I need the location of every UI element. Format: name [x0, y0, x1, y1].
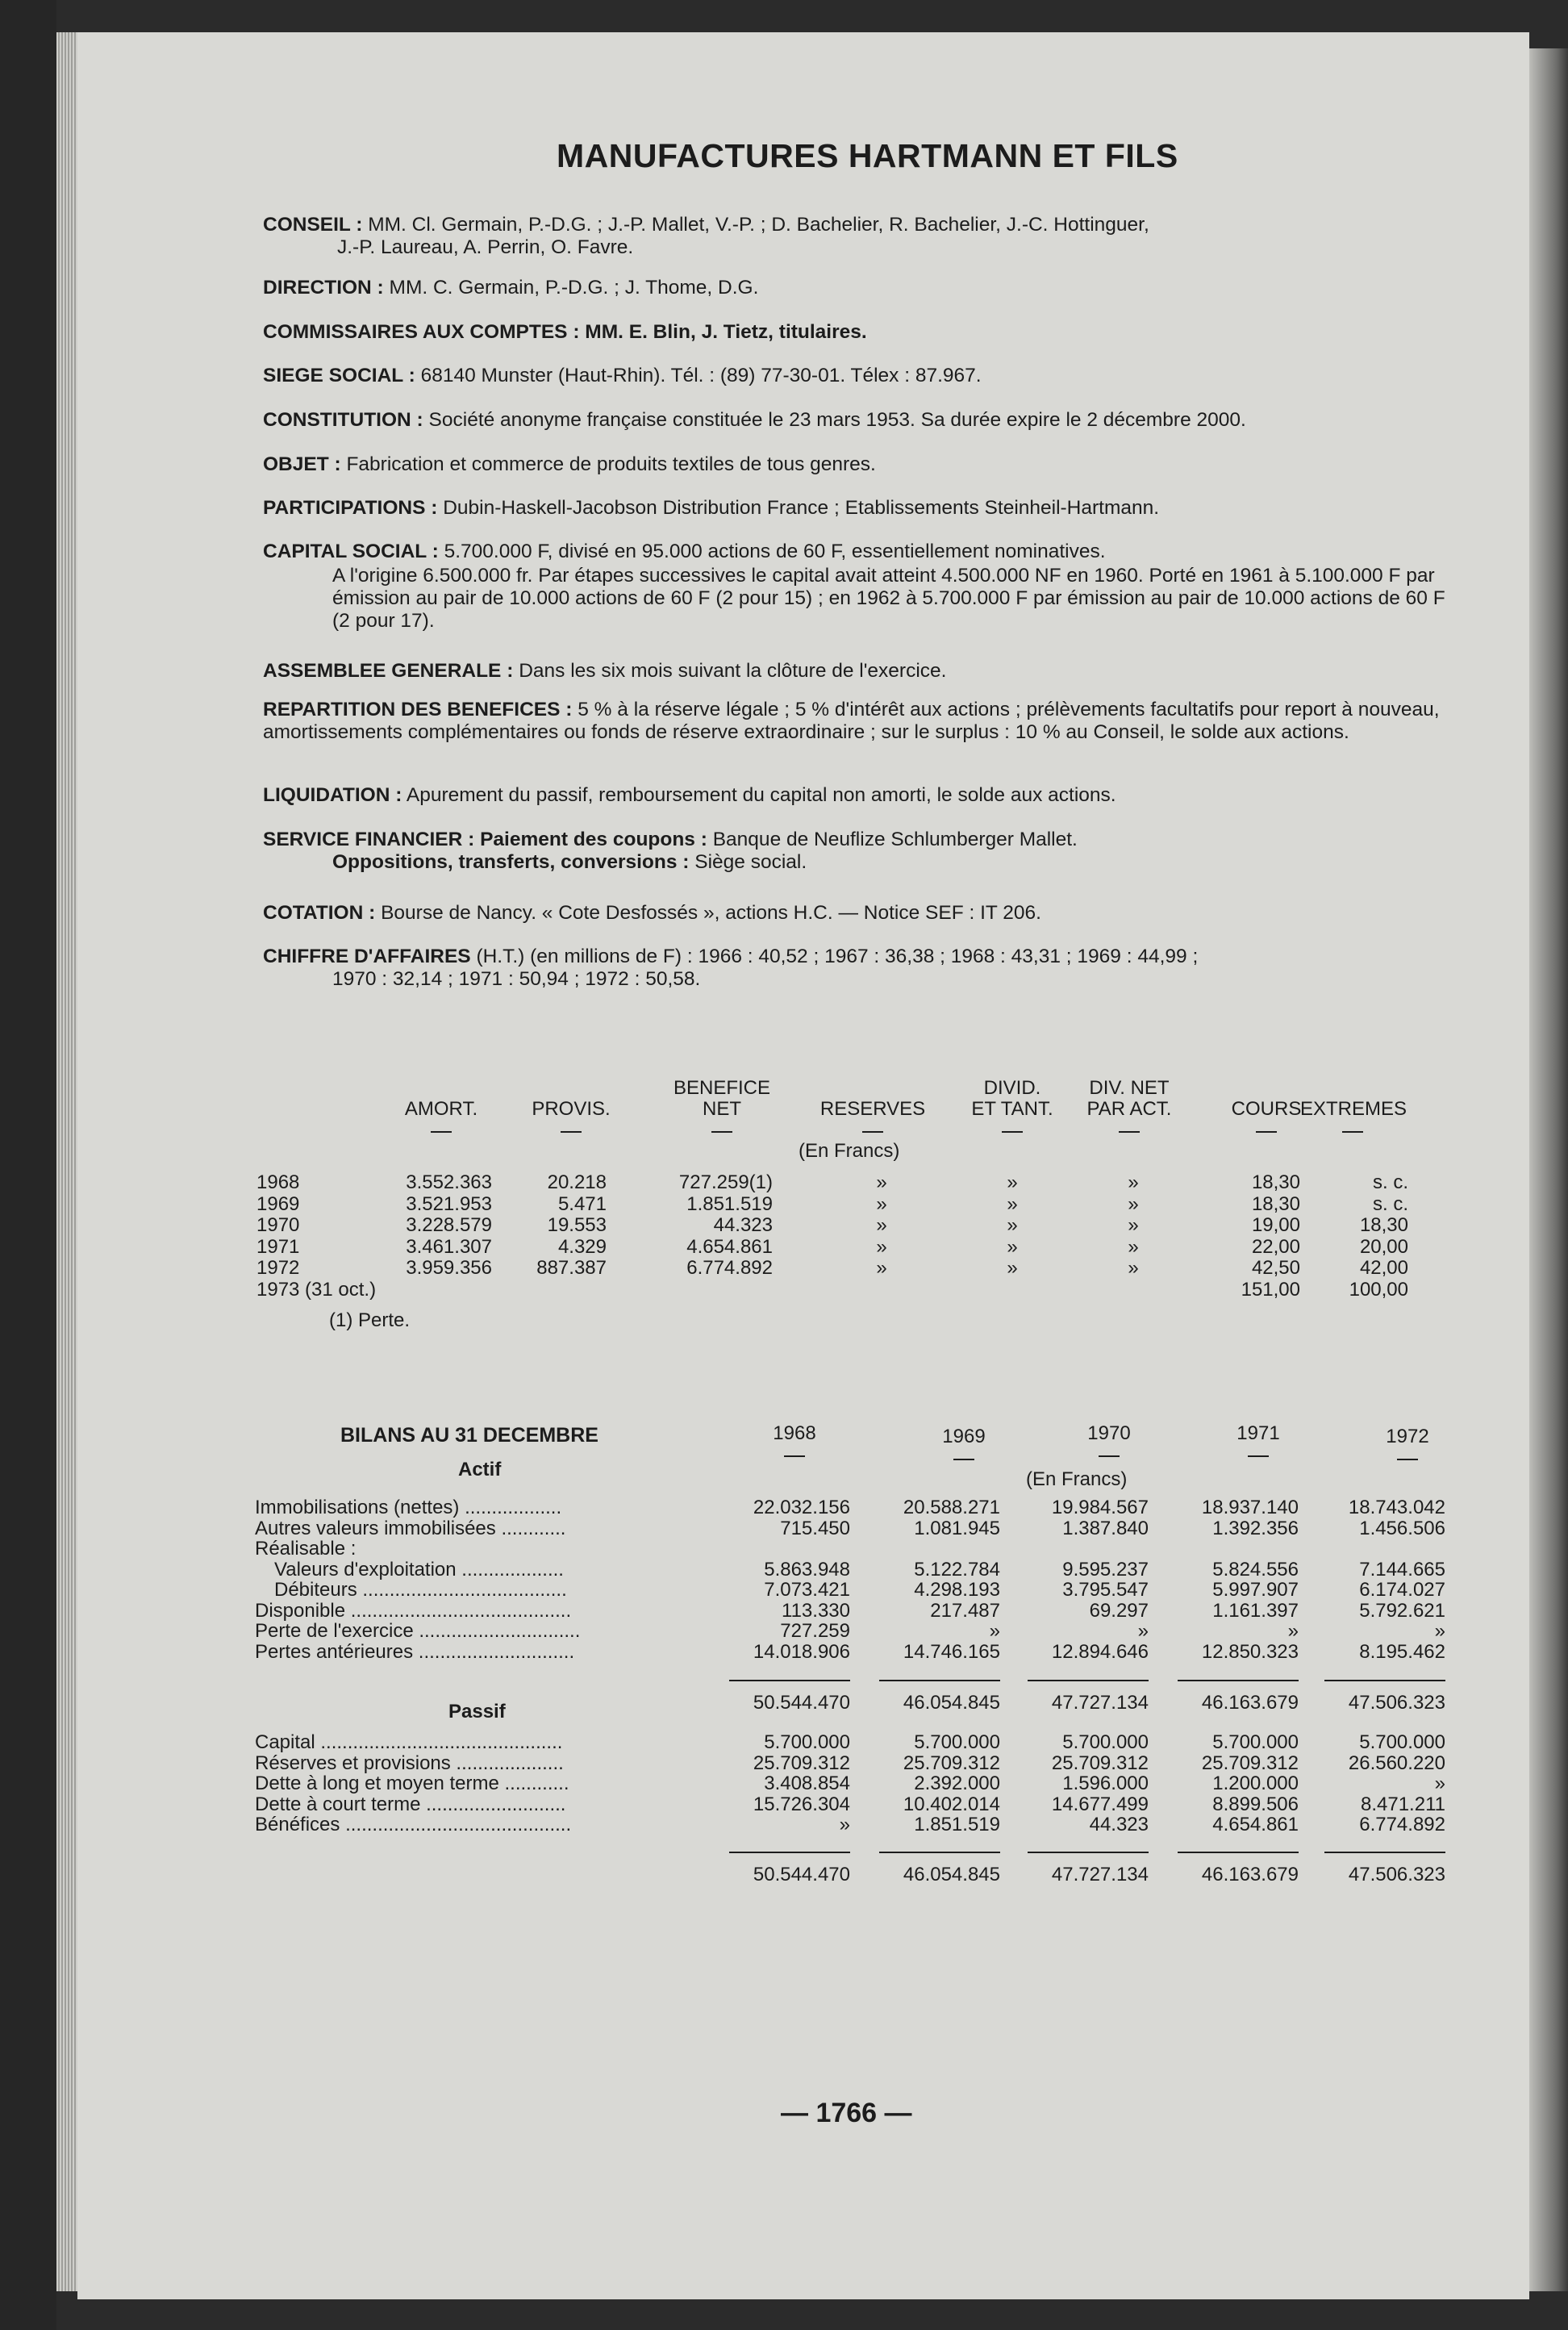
section-text-2: J.-P. Laureau, A. Perrin, O. Favre. — [337, 236, 634, 258]
section-cotation — [263, 902, 1457, 925]
results-cell-extremes: 100,00 — [1349, 1278, 1408, 1301]
results-cell-divid: » — [1007, 1192, 1018, 1215]
header-provis: PROVIS. — [523, 1099, 619, 1133]
bilans-total: 46.163.679 — [1201, 1692, 1299, 1714]
section-text-2: 1970 : 32,14 ; 1971 : 50,94 ; 1972 : 50,58. — [332, 968, 701, 990]
section-label: CONSTITUTION : — [263, 409, 423, 431]
bilans-cell: 25.709.312 — [903, 1752, 1000, 1774]
results-cell-provis: 5.471 — [557, 1192, 607, 1215]
section-text: Paiement des coupons : — [480, 829, 707, 850]
bilans-cell: 1.387.840 — [1062, 1517, 1149, 1539]
header-cours: COURS — [1226, 1099, 1307, 1133]
results-cell-year: 1969 — [256, 1192, 300, 1215]
bilans-unit: (En Francs) — [1026, 1468, 1128, 1490]
bilans-year-label: 1969 — [942, 1426, 986, 1447]
section-text: 68140 Munster (Haut-Rhin). Tél. : (89) 77-30-01. Télex : 87.967. — [420, 365, 982, 386]
bilans-year-dash — [1248, 1455, 1269, 1457]
bilans-cell: 4.654.861 — [1212, 1814, 1299, 1835]
results-cell-reserves: » — [876, 1192, 887, 1215]
bilans-year-label: 1972 — [1386, 1426, 1429, 1447]
bilans-row-label: Dette à long et moyen terme ............ — [255, 1773, 569, 1794]
results-cell-divid: » — [1007, 1214, 1018, 1236]
results-cell-reserves: » — [876, 1171, 887, 1193]
bilans-total: 47.506.323 — [1348, 1864, 1445, 1885]
results-cell-year: 1970 — [256, 1214, 300, 1236]
results-cell-amort: 3.461.307 — [406, 1235, 492, 1258]
results-cell-year: 1972 — [256, 1257, 300, 1279]
header-div-net: DIV. NET PAR ACT. — [1073, 1078, 1186, 1133]
total-rule — [729, 1680, 850, 1681]
bilans-cell: » — [839, 1814, 850, 1835]
section-text-b: Banque de Neuflize Schlumberger Mallet. — [712, 829, 1078, 850]
section-text: Dubin-Haskell-Jacobson Distribution France ; Etablissements Steinheil-Hartmann. — [443, 497, 1160, 519]
passif-label: Passif — [448, 1701, 506, 1722]
actif-label: Actif — [458, 1459, 502, 1480]
results-unit: (En Francs) — [799, 1140, 900, 1162]
bilans-year-dash — [784, 1455, 805, 1457]
facing-page-edge — [1529, 48, 1568, 2291]
bilans-cell: 4.298.193 — [914, 1579, 1000, 1601]
bilans-year — [1363, 1426, 1452, 1460]
bilans-cell: 5.700.000 — [1062, 1731, 1149, 1753]
bilans-total: 50.544.470 — [753, 1864, 850, 1885]
section-text: Bourse de Nancy. « Cote Desfossés », actions H.C. — Notice SEF : IT 206. — [381, 902, 1041, 924]
total-rule — [879, 1680, 1000, 1681]
bilans-cell: 18.937.140 — [1201, 1497, 1299, 1518]
bilans-row-label: Perte de l'exercice .............................. — [255, 1620, 581, 1642]
section-label: CAPITAL SOCIAL : — [263, 541, 439, 562]
section-chiffre-affaires — [263, 946, 1457, 991]
bilans-cell: 8.899.506 — [1212, 1793, 1299, 1815]
bilans-cell: 1.392.356 — [1212, 1517, 1299, 1539]
bilans-title: BILANS AU 31 DECEMBRE — [340, 1424, 598, 1447]
bilans-cell: 25.709.312 — [753, 1752, 850, 1774]
page-title: MANUFACTURES HARTMANN ET FILS — [557, 137, 1178, 174]
bilans-total: 46.163.679 — [1201, 1864, 1299, 1885]
results-cell-benefice: 44.323 — [713, 1214, 773, 1236]
section-text: MM. C. Germain, P.-D.G. ; J. Thome, D.G. — [389, 277, 759, 299]
bilans-cell: 5.700.000 — [1359, 1731, 1445, 1753]
bilans-row-label: Autres valeurs immobilisées ............ — [255, 1517, 566, 1539]
section-label: OBJET : — [263, 453, 341, 475]
section-label: DIRECTION : — [263, 277, 384, 299]
bilans-cell: 727.259 — [780, 1620, 850, 1642]
header-benefice-net: BENEFICE NET — [661, 1078, 782, 1133]
bilans-cell: » — [1137, 1620, 1149, 1642]
bilans-cell: 19.984.567 — [1051, 1497, 1149, 1518]
bilans-year-label: 1971 — [1236, 1422, 1280, 1444]
results-cell-provis: 20.218 — [547, 1171, 607, 1193]
results-cell-divid: » — [1007, 1235, 1018, 1258]
total-rule — [1178, 1852, 1299, 1853]
section-label: PARTICIPATIONS : — [263, 497, 438, 519]
total-rule — [729, 1852, 850, 1853]
bilans-cell: 7.073.421 — [764, 1579, 850, 1601]
results-cell-benefice: 1.851.519 — [686, 1192, 773, 1215]
bilans-cell: 1.161.397 — [1212, 1599, 1299, 1622]
results-cell-cours: 42,50 — [1251, 1257, 1300, 1279]
results-cell-cours: 18,30 — [1251, 1171, 1300, 1193]
bilans-cell: 14.018.906 — [753, 1640, 850, 1663]
bilans-row-label: Réserves et provisions .................... — [255, 1752, 564, 1774]
section-label: CONSEIL : — [263, 214, 363, 236]
section-commissaires — [263, 321, 1457, 344]
bilans-year-dash — [953, 1459, 974, 1460]
results-cell-cours: 18,30 — [1251, 1192, 1300, 1215]
results-cell-reserves: » — [876, 1257, 887, 1279]
section-text: Dans les six mois suivant la clôture de l'exercice. — [519, 660, 947, 682]
bilans-row-label: Pertes antérieures ............................. — [255, 1640, 575, 1663]
bilans-row-label: Réalisable : — [255, 1538, 357, 1560]
section-service-financier — [263, 829, 1457, 874]
bilans-year-dash — [1397, 1459, 1418, 1460]
bilans-year-label: 1970 — [1087, 1422, 1131, 1444]
bilans-cell: 9.595.237 — [1062, 1558, 1149, 1580]
bilans-cell: 3.408.854 — [764, 1773, 850, 1794]
bilans-year — [1065, 1423, 1153, 1457]
results-note: (1) Perte. — [329, 1309, 411, 1331]
header-divid: DIVID. ET TANT. — [960, 1078, 1065, 1133]
bilans-cell: 20.588.271 — [903, 1497, 1000, 1518]
results-cell-year: 1968 — [256, 1171, 300, 1193]
total-rule — [1028, 1680, 1149, 1681]
section-participations — [263, 497, 1457, 520]
total-rule — [1178, 1680, 1299, 1681]
bilans-cell: 5.700.000 — [764, 1731, 850, 1753]
bilans-cell: 44.323 — [1089, 1814, 1149, 1835]
bilans-year — [920, 1426, 1008, 1460]
results-cell-extremes: 42,00 — [1359, 1257, 1408, 1279]
bilans-row-label: Immobilisations (nettes) .................. — [255, 1497, 562, 1518]
total-rule — [879, 1852, 1000, 1853]
section-repartition — [263, 699, 1457, 744]
section-text-2: A l'origine 6.500.000 fr. Par étapes successives le capital avait atteint 4.500.000 NF en 1960. Porté en 1961 à 5.100.000 F par émission au pair de 10.000 actions de 60 F (2 pour 15) ; en 1962 à 5.700.000 F par émission au pair de 10.000 actions de 60 F (2 pour 17). — [332, 565, 1445, 632]
bilans-cell: 25.709.312 — [1201, 1752, 1299, 1774]
section-assemblee — [263, 660, 1457, 683]
book-gutter — [0, 0, 56, 2330]
section-label: SIEGE SOCIAL : — [263, 365, 415, 386]
results-cell-reserves: » — [876, 1235, 887, 1258]
section-label: COMMISSAIRES AUX COMPTES : — [263, 321, 580, 343]
bilans-cell: 1.456.506 — [1359, 1517, 1445, 1539]
bilans-total: 47.727.134 — [1051, 1692, 1149, 1714]
bilans-row-label: Valeurs d'exploitation ................... — [274, 1558, 564, 1580]
bilans-cell: 25.709.312 — [1051, 1752, 1149, 1774]
bilans-cell: 715.450 — [780, 1517, 850, 1539]
results-cell-divnet: » — [1128, 1214, 1139, 1236]
section-objet — [263, 453, 1457, 476]
results-cell-cours: 22,00 — [1251, 1235, 1300, 1258]
bilans-row-label: Disponible ......................................... — [255, 1599, 572, 1622]
header-extremes: EXTREMES — [1300, 1099, 1405, 1133]
bilans-cell: 15.726.304 — [753, 1793, 850, 1815]
bilans-cell: 1.081.945 — [914, 1517, 1000, 1539]
section-text-2b: Siège social. — [694, 851, 807, 873]
header-amort: AMORT. — [389, 1099, 494, 1133]
bilans-cell: 18.743.042 — [1348, 1497, 1445, 1518]
header-reserves: RESERVES — [816, 1099, 929, 1133]
bilans-cell: 7.144.665 — [1359, 1558, 1445, 1580]
bilans-cell: 12.894.646 — [1051, 1640, 1149, 1663]
section-siege-social — [263, 365, 1457, 387]
bilans-row-label: Débiteurs ...................................... — [274, 1579, 567, 1601]
section-text: 5.700.000 F, divisé en 95.000 actions de 60 F, essentiellement nominatives. — [444, 541, 1106, 562]
results-cell-extremes: 18,30 — [1359, 1214, 1408, 1236]
section-label: COTATION : — [263, 902, 376, 924]
results-cell-amort: 3.228.579 — [406, 1214, 492, 1236]
bilans-cell: 3.795.547 — [1062, 1579, 1149, 1601]
results-cell-benefice: 4.654.861 — [686, 1235, 773, 1258]
bilans-cell: 1.851.519 — [914, 1814, 1000, 1835]
section-label: LIQUIDATION : — [263, 784, 402, 806]
bilans-total: 46.054.845 — [903, 1692, 1000, 1714]
results-cell-provis: 19.553 — [547, 1214, 607, 1236]
results-cell-divnet: » — [1128, 1235, 1139, 1258]
results-cell-divnet: » — [1128, 1257, 1139, 1279]
bilans-row-label: Dette à court terme .......................... — [255, 1793, 566, 1815]
bilans-cell: 6.774.892 — [1359, 1814, 1445, 1835]
bilans-cell: » — [1434, 1773, 1445, 1794]
bilans-year-label: 1968 — [773, 1422, 816, 1444]
section-text-2: Oppositions, transferts, conversions : — [332, 851, 690, 873]
section-liquidation — [263, 784, 1457, 807]
section-text: Apurement du passif, remboursement du capital non amorti, le solde aux actions. — [406, 784, 1116, 806]
bilans-cell: 6.174.027 — [1359, 1579, 1445, 1601]
section-text: MM. Cl. Germain, P.-D.G. ; J.-P. Mallet, V.-P. ; D. Bachelier, R. Bachelier, J.-C. Hottinguer, — [368, 214, 1149, 236]
results-cell-divid: » — [1007, 1171, 1018, 1193]
bilans-year — [1210, 1423, 1307, 1457]
results-cell-cours: 151,00 — [1241, 1278, 1300, 1301]
bilans-cell: 8.195.462 — [1359, 1640, 1445, 1663]
section-label: ASSEMBLEE GENERALE : — [263, 660, 514, 682]
bilans-row-label: Capital ............................................. — [255, 1731, 563, 1753]
bilans-cell: 5.122.784 — [914, 1558, 1000, 1580]
bilans-total: 47.506.323 — [1348, 1692, 1445, 1714]
results-cell-divid: » — [1007, 1257, 1018, 1279]
results-cell-extremes: s. c. — [1372, 1171, 1408, 1193]
section-constitution — [263, 409, 1457, 432]
bilans-cell: 5.824.556 — [1212, 1558, 1299, 1580]
results-cell-cours: 19,00 — [1251, 1214, 1300, 1236]
section-label: CHIFFRE D'AFFAIRES — [263, 946, 471, 967]
results-cell-provis: 4.329 — [557, 1235, 607, 1258]
bilans-cell: 69.297 — [1089, 1599, 1149, 1622]
results-cell-benefice: 6.774.892 — [686, 1257, 773, 1279]
bilans-cell: 5.997.907 — [1212, 1579, 1299, 1601]
total-rule — [1324, 1680, 1445, 1681]
total-rule — [1028, 1852, 1149, 1853]
bilans-cell: » — [1287, 1620, 1299, 1642]
results-cell-divnet: » — [1128, 1171, 1139, 1193]
bilans-cell: 12.850.323 — [1201, 1640, 1299, 1663]
bilans-cell: 5.792.621 — [1359, 1599, 1445, 1622]
bilans-cell: 113.330 — [782, 1599, 850, 1622]
bilans-cell: 5.863.948 — [764, 1558, 850, 1580]
results-cell-amort: 3.521.953 — [406, 1192, 492, 1215]
results-cell-extremes: 20,00 — [1359, 1235, 1408, 1258]
bilans-cell: 217.487 — [930, 1599, 1000, 1622]
bilans-cell: 1.596.000 — [1062, 1773, 1149, 1794]
bilans-total: 47.727.134 — [1051, 1864, 1149, 1885]
section-text: Société anonyme française constituée le 23 mars 1953. Sa durée expire le 2 décembre 2000. — [428, 409, 1246, 431]
bilans-cell: 5.700.000 — [1212, 1731, 1299, 1753]
section-label: SERVICE FINANCIER : — [263, 829, 475, 850]
section-text: 5 % à la réserve légale ; 5 % d'intérêt aux actions ; prélèvements facultatifs pour report à nouveau, amortissements complémentaires ou fonds de réserve extraordinaire ; sur le surplus : 10 % au Conseil, le solde aux actions. — [263, 699, 1440, 743]
results-cell-divnet: » — [1128, 1192, 1139, 1215]
results-cell-extremes: s. c. — [1372, 1192, 1408, 1215]
bilans-total: 46.054.845 — [903, 1864, 1000, 1885]
results-cell-benefice: 727.259(1) — [678, 1171, 773, 1193]
results-cell-amort: 3.552.363 — [406, 1171, 492, 1193]
results-cell-year: 1973 (31 oct.) — [256, 1278, 377, 1301]
bilans-cell: 5.700.000 — [914, 1731, 1000, 1753]
bilans-row-label: Bénéfices .......................................... — [255, 1814, 572, 1835]
bilans-cell: 26.560.220 — [1348, 1752, 1445, 1774]
bilans-cell: 10.402.014 — [903, 1793, 1000, 1815]
section-label: REPARTITION DES BENEFICES : — [263, 699, 573, 720]
section-text: MM. E. Blin, J. Tietz, titulaires. — [585, 321, 867, 343]
page-number: — 1766 — — [781, 2098, 912, 2128]
bilans-cell: 14.746.165 — [903, 1640, 1000, 1663]
results-cell-reserves: » — [876, 1214, 887, 1236]
total-rule — [1324, 1852, 1445, 1853]
bilans-cell: » — [989, 1620, 1000, 1642]
section-capital-social — [263, 541, 1457, 633]
bilans-cell: 1.200.000 — [1212, 1773, 1299, 1794]
bilans-cell: 14.677.499 — [1051, 1793, 1149, 1815]
section-text: (H.T.) (en millions de F) : 1966 : 40,52 ; 1967 : 36,38 ; 1968 : 43,31 ; 1969 : 44,99 ; — [476, 946, 1199, 967]
bilans-year-dash — [1099, 1455, 1120, 1457]
section-text: Fabrication et commerce de produits textiles de tous genres. — [346, 453, 876, 475]
results-cell-amort: 3.959.356 — [406, 1257, 492, 1279]
bilans-year — [750, 1423, 839, 1457]
bilans-cell: » — [1434, 1620, 1445, 1642]
bilans-total: 50.544.470 — [753, 1692, 850, 1714]
results-cell-year: 1971 — [256, 1235, 300, 1258]
results-cell-provis: 887.387 — [536, 1257, 607, 1279]
bilans-cell: 8.471.211 — [1361, 1793, 1445, 1815]
section-conseil — [263, 214, 1457, 259]
bilans-cell: 2.392.000 — [914, 1773, 1000, 1794]
section-direction — [263, 277, 1457, 299]
bilans-cell: 22.032.156 — [753, 1497, 850, 1518]
